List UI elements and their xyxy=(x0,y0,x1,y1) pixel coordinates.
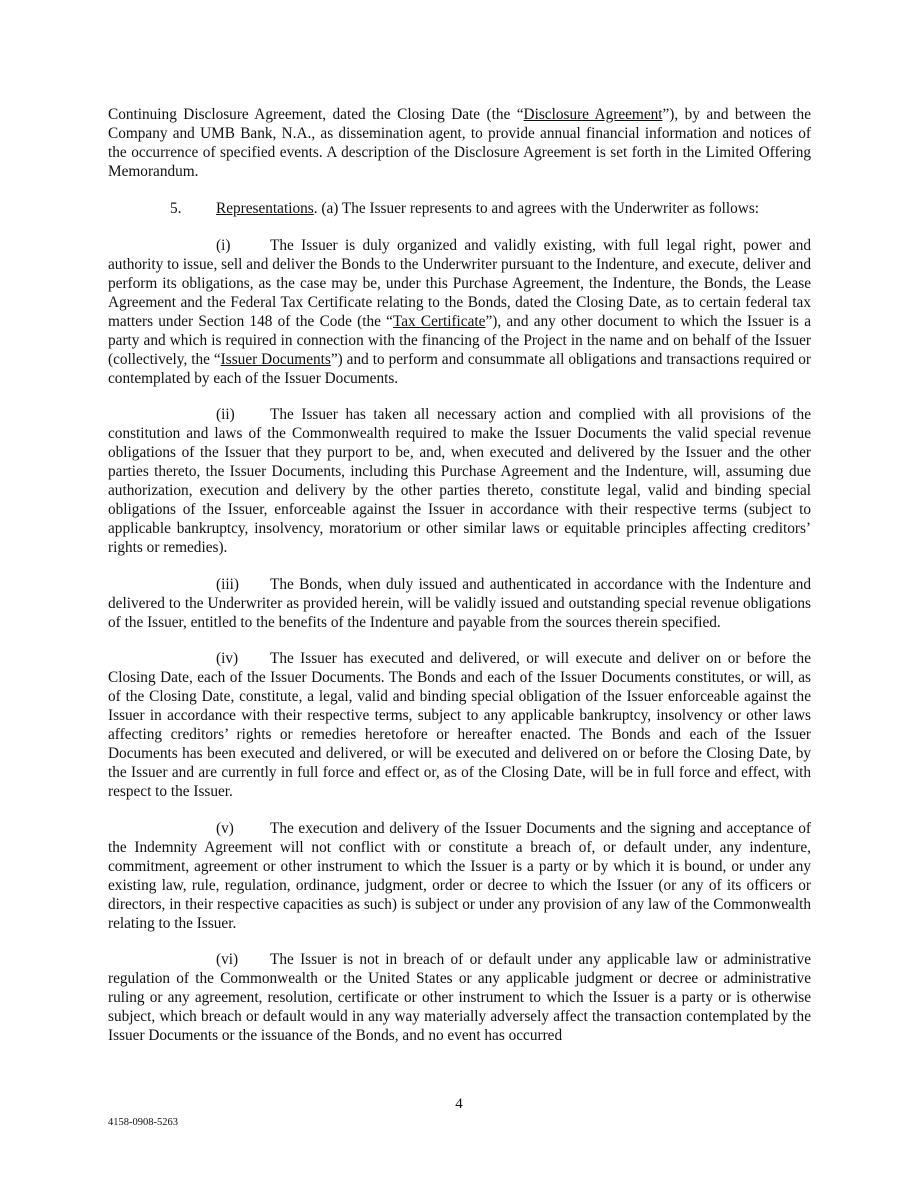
item-i-paragraph xyxy=(108,236,811,388)
item-v-paragraph xyxy=(108,819,811,933)
item-ii-text: The Issuer has taken all necessary action and complied with all provisions of the constitution and laws of the Commonwealth required to make the Issuer Documents the valid special revenue obligations of the Issuer that they purport to be, and, when executed and delivered by the Issuer and the other parties thereto, the Issuer Documents, including this Purchase Agreement and the Indenture, will, assuming due authorization, execution and delivery by the other parties thereto, constitute legal, valid and binding special obligations of the Issuer, enforceable against the Issuer in accordance with their respective terms (subject to applicable bankruptcy, insolvency, moratorium or other similar laws or equitable principles affecting creditors’ rights or remedies). xyxy=(108,406,811,556)
intro-text-2: ”), by and between the Company and UMB Bank, N.A., as dissemination agent, to provide annual financial information and notices of the occurrence of specified events. A description of the Disclosure Agreement is set forth in the Limited Offering Memorandum. xyxy=(108,106,811,180)
item-label: (ii) xyxy=(216,406,235,423)
section-intro-text: . (a) The Issuer represents to and agrees with the Underwriter as follows: xyxy=(313,200,760,217)
item-vi-paragraph xyxy=(108,950,811,1045)
section-heading: Representations xyxy=(216,200,314,217)
defined-term-disclosure-agreement: Disclosure Agreement xyxy=(523,106,663,123)
item-label: (vi) xyxy=(216,951,239,968)
page-number: 4 xyxy=(455,1096,463,1112)
item-iii-paragraph xyxy=(108,575,811,632)
intro-paragraph xyxy=(108,105,811,181)
item-i-text-2: ”), and any other document to which the Issuer is a party and which is required in connection with the financing of the Project in the name and on behalf of the Issuer (collectively, the “ xyxy=(108,312,811,368)
item-v-text: The execution and delivery of the Issuer Documents and the signing and acceptance of the Indemnity Agreement will not conflict with or constitute a breach of, or default under, any indenture, commitment, agreement or other instrument to which the Issuer is a party or by which it is bound, or under any existing law, rule, regulation, ordinance, judgment, order or decree to which the Issuer (or any of its officers or directors, in their respective capacities as such) is subject or under any provision of any law of the Commonwealth relating to the Issuer. xyxy=(108,819,811,932)
item-i-text-1: The Issuer is duly organized and validly existing, with full legal right, power and authority to issue, sell and deliver the Bonds to the Underwriter pursuant to the Indenture, and execute, deliver and perform its obligations, as the case may be, under this Purchase Agreement, the Indenture, the Bonds, the Lease Agreement and the Federal Tax Certificate relating to the Bonds, dated the Closing Date, as to certain federal tax matters under Section 148 of the Code (the “ xyxy=(108,236,811,330)
item-label: (i) xyxy=(216,236,231,254)
item-label: (v) xyxy=(216,819,234,837)
item-ii-paragraph xyxy=(108,405,811,557)
item-iii-text: The Bonds, when duly issued and authenticated in accordance with the Indenture and delivered to the Underwriter as provided herein, will be validly issued and outstanding special revenue obligations of the Issuer, entitled to the benefits of the Indenture and payable from the sources therein specified. xyxy=(108,575,811,631)
section-5-heading-paragraph xyxy=(108,199,811,218)
defined-term-tax-certificate: Tax Certificate xyxy=(392,312,486,330)
document-id: 4158-0908-5263 xyxy=(108,1117,178,1128)
item-vi-text: The Issuer is not in breach of or default under any applicable law or administrative regulation of the Commonwealth or the United States or any applicable judgment or decree or administrative ruling or any agreement, resolution, certificate or other instrument to which the Issuer is a party or is otherwise subject, which breach or default would in any way materially adversely affect the transaction contemplated by the Issuer Documents or the issuance of the Bonds, and no event has occurred xyxy=(108,951,811,1044)
intro-text-1: Continuing Disclosure Agreement, dated the Closing Date (the “ xyxy=(108,106,524,123)
item-label: (iv) xyxy=(216,650,239,667)
item-i-text-3: ”) and to perform and consummate all obligations and transactions required or contemplated by each of the Issuer Documents. xyxy=(108,350,812,387)
document-body xyxy=(108,105,811,1063)
section-number: 5. xyxy=(170,200,182,217)
item-label: (iii) xyxy=(216,575,239,593)
defined-term-issuer-documents: Issuer Documents xyxy=(220,350,331,368)
item-iv-paragraph xyxy=(108,649,811,801)
item-iv-text: The Issuer has executed and delivered, or will execute and deliver on or before the Closing Date, each of the Issuer Documents. The Bonds and each of the Issuer Documents constitutes, or will, as of the Closing Date, constitute, a legal, valid and binding special obligation of the Issuer enforceable against the Issuer in accordance with their respective terms, subject to any applicable bankruptcy, insolvency or other laws affecting creditors’ rights or remedies heretofore or hereafter enacted. The Bonds and each of the Issuer Documents has been executed and delivered, or will be executed and delivered on or before the Closing Date, by the Issuer and are currently in full force and effect or, as of the Closing Date, will be in full force and effect, with respect to the Issuer. xyxy=(108,650,811,800)
